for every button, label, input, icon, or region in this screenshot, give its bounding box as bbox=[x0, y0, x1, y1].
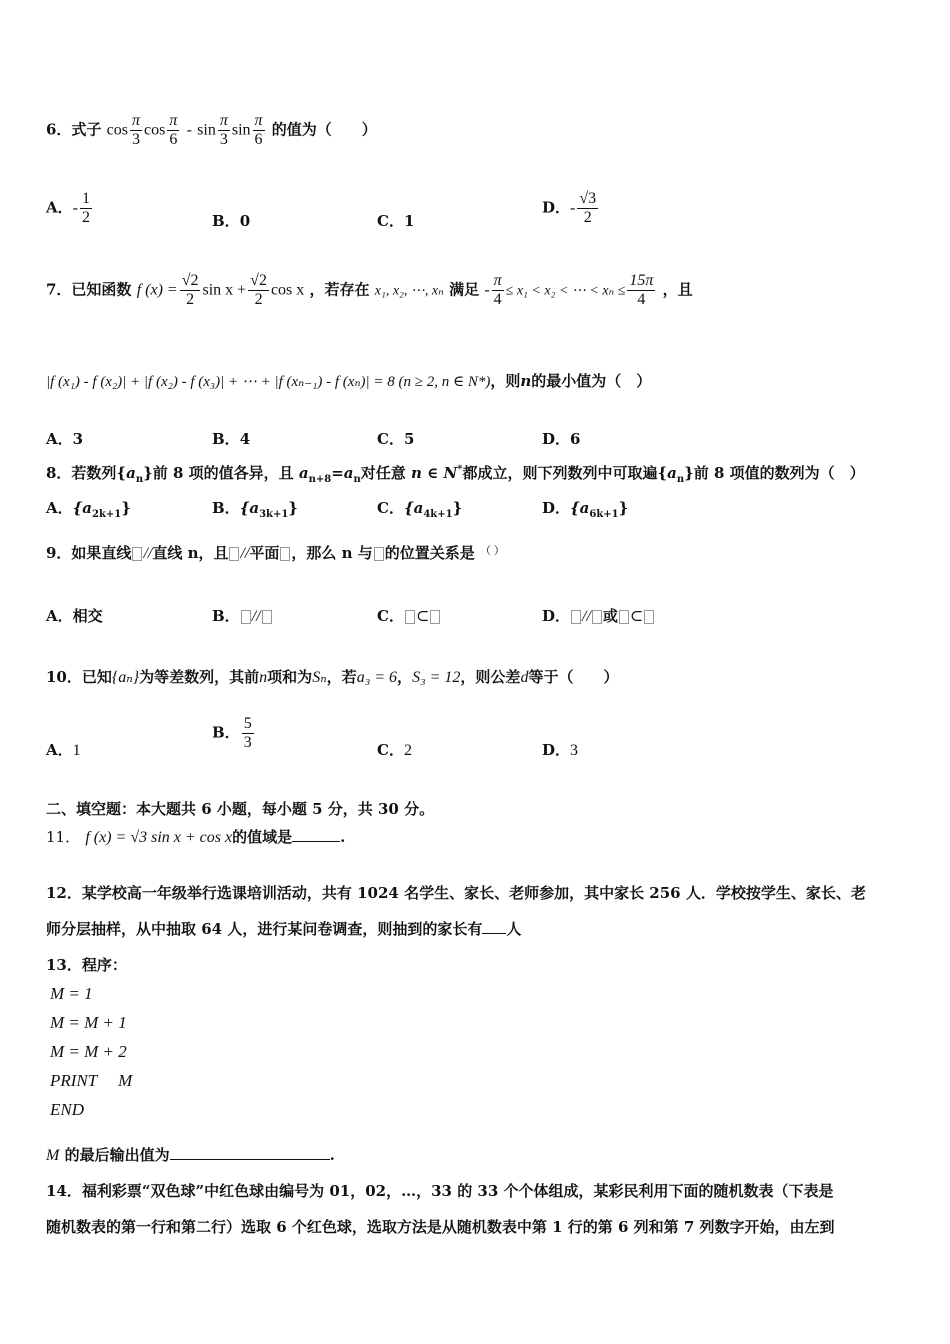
q6-sin: sin bbox=[197, 121, 216, 139]
code-line: M = 1 bbox=[50, 984, 93, 1003]
q6-cos2: cos bbox=[144, 121, 166, 139]
q6-frac-pi6b: $\frac{\pi}{6}$ bbox=[254, 112, 263, 148]
q8-option-a[interactable]: A．$\{a_{2k+1}\}$ bbox=[46, 499, 131, 520]
code-line: M = M + 1 bbox=[50, 1013, 127, 1032]
q10-option-a[interactable]: A．1 bbox=[46, 741, 81, 759]
q7-number: 7．已知函数 bbox=[46, 280, 132, 299]
code-line: PRINT M bbox=[50, 1071, 133, 1090]
q11-answer-blank[interactable] bbox=[292, 841, 340, 842]
q7-option-a[interactable]: A．3 bbox=[46, 430, 84, 448]
q13-answer-blank[interactable] bbox=[170, 1159, 330, 1160]
q6-option-d[interactable]: D．- $\frac{√3}{2}$ bbox=[542, 190, 597, 226]
placeholder-glyph-icon bbox=[374, 547, 384, 561]
question-10: 10．已知{aₙ}为等差数列，其前n项和为Sₙ，若a₃ = 6，S₃ = 12，则公差d等于（ ） bbox=[46, 668, 619, 686]
question-11: 11． f (x) = √3 sin x + cos x的值域是 . bbox=[46, 828, 346, 846]
q6-frac-pi6: $\frac{\pi}{6}$ bbox=[169, 112, 178, 148]
q6-sin2: sin bbox=[231, 121, 251, 139]
placeholder-glyph-icon bbox=[280, 547, 290, 561]
q6-option-c[interactable]: C．1 bbox=[377, 212, 415, 230]
q7-xs: x₁, x₂, ⋯, xₙ bbox=[374, 283, 444, 299]
q10-option-c[interactable]: C．2 bbox=[377, 741, 412, 759]
placeholder-glyph-icon bbox=[132, 547, 142, 561]
section-2-heading: 二、填空题：本大题共 6 小题，每小题 5 分，共 30 分。 bbox=[46, 800, 435, 818]
q10-option-b[interactable]: B． $\frac{5}{3}$ bbox=[212, 715, 252, 751]
question-14-line1: 14．福利彩票“双色球”中红色球由编号为 01，02，…，33 的 33 个个体组成，某彩民利用下面的随机数表（下表是 bbox=[46, 1182, 834, 1200]
q7-option-b[interactable]: B．4 bbox=[212, 430, 251, 448]
q10-option-d[interactable]: D．3 bbox=[542, 741, 579, 759]
question-13-title: 13．程序： bbox=[46, 956, 127, 974]
q9-option-a[interactable]: A．相交 bbox=[46, 607, 103, 625]
q13-question: M 的最后输出值为 . bbox=[46, 1146, 335, 1164]
q8-option-c[interactable]: C．$\{a_{4k+1}\}$ bbox=[377, 499, 463, 520]
code-line: M = M + 2 bbox=[50, 1042, 127, 1061]
question-14-line2: 随机数表的第一行和第二行）选取 6 个红色球，选取方法是从随机数表中第 1 行的第 6 列和第 7 列数字开始，由左到 bbox=[46, 1218, 835, 1236]
question-12-line1: 12．某学校高一年级举行选课培训活动，共有 1024 名学生、家长、老师参加，其中家长 256 人．学校按学生、家长、老 bbox=[46, 884, 866, 902]
q9-option-d[interactable]: D． // 或 ⊂ bbox=[542, 605, 655, 626]
q8-option-d[interactable]: D．$\{a_{6k+1}\}$ bbox=[542, 499, 629, 520]
question-8: 8．若数列$\{a_n\}$前 8 项的值各异，且 $a_{n+8}=a_n$对任意 n ∈ N*都成立，则下列数列中可取遍$\{a_n\}$前 8 项值的数列为（ ） bbox=[46, 464, 865, 485]
q7-fx: f (x) = bbox=[136, 281, 178, 299]
q8-option-b[interactable]: B．$\{a_{3k+1}\}$ bbox=[212, 499, 298, 520]
q7-line2: |f (x₁) - f (x₂)| + |f (x₂) - f (x₃)| + ⋯ + |f (xₙ₋₁) - f (xₙ)| = 8 (n ≥ 2, n ∈ N*)，则n的最小值为（ ） bbox=[46, 372, 652, 390]
q6-option-a[interactable]: A．- $\frac{1}{2}$ bbox=[46, 190, 90, 226]
q6-frac-pi3b: $\frac{\pi}{3}$ bbox=[219, 112, 228, 148]
q7-option-c[interactable]: C．5 bbox=[377, 430, 415, 448]
question-12-line2: 师分层抽样，从中抽取 64 人，进行某问卷调查，则抽到的家长有 人 bbox=[46, 920, 522, 938]
q7-option-d[interactable]: D．6 bbox=[542, 430, 581, 448]
q9-option-b[interactable]: B． // bbox=[212, 605, 273, 626]
q6-frac-pi3: $\frac{\pi}{3}$ bbox=[132, 112, 141, 148]
q6-option-b[interactable]: B．0 bbox=[212, 212, 251, 230]
q6-minus: - bbox=[186, 121, 192, 139]
q7-abs-sum: |f (x₁) - f (x₂)| + |f (x₂) - f (x₃)| + ⋯ + |f (xₙ₋₁) - f (xₙ)| = 8 (n ≥ 2, n ∈ N*) bbox=[46, 374, 491, 390]
placeholder-glyph-icon bbox=[229, 547, 239, 561]
q6-cos: cos bbox=[106, 121, 128, 139]
q6-tail: 的值为（ ） bbox=[271, 120, 377, 139]
q6-number: 6．式子 bbox=[46, 120, 102, 139]
code-line: END bbox=[50, 1100, 84, 1119]
question-9: 9．如果直线 //直线 n，且 //平面 ，那么 n 与 的位置关系是 （ ） bbox=[46, 544, 505, 562]
question-7: 7．已知函数 f (x) = $\frac{√2}{2}$ sin x + $\frac{√2}{2}$ cos x ，若存在 x₁, x₂, ⋯, xₙ 满足 - $\frac{\pi}{4}$ ≤ x₁ < x₂ < ⋯ < xₙ ≤ $\frac{15\pi}{4}$ ，且 bbox=[46, 272, 693, 308]
q12-answer-blank[interactable] bbox=[482, 933, 506, 934]
q9-option-c[interactable]: C． ⊂ bbox=[377, 605, 441, 626]
question-6 bbox=[46, 112, 377, 149]
